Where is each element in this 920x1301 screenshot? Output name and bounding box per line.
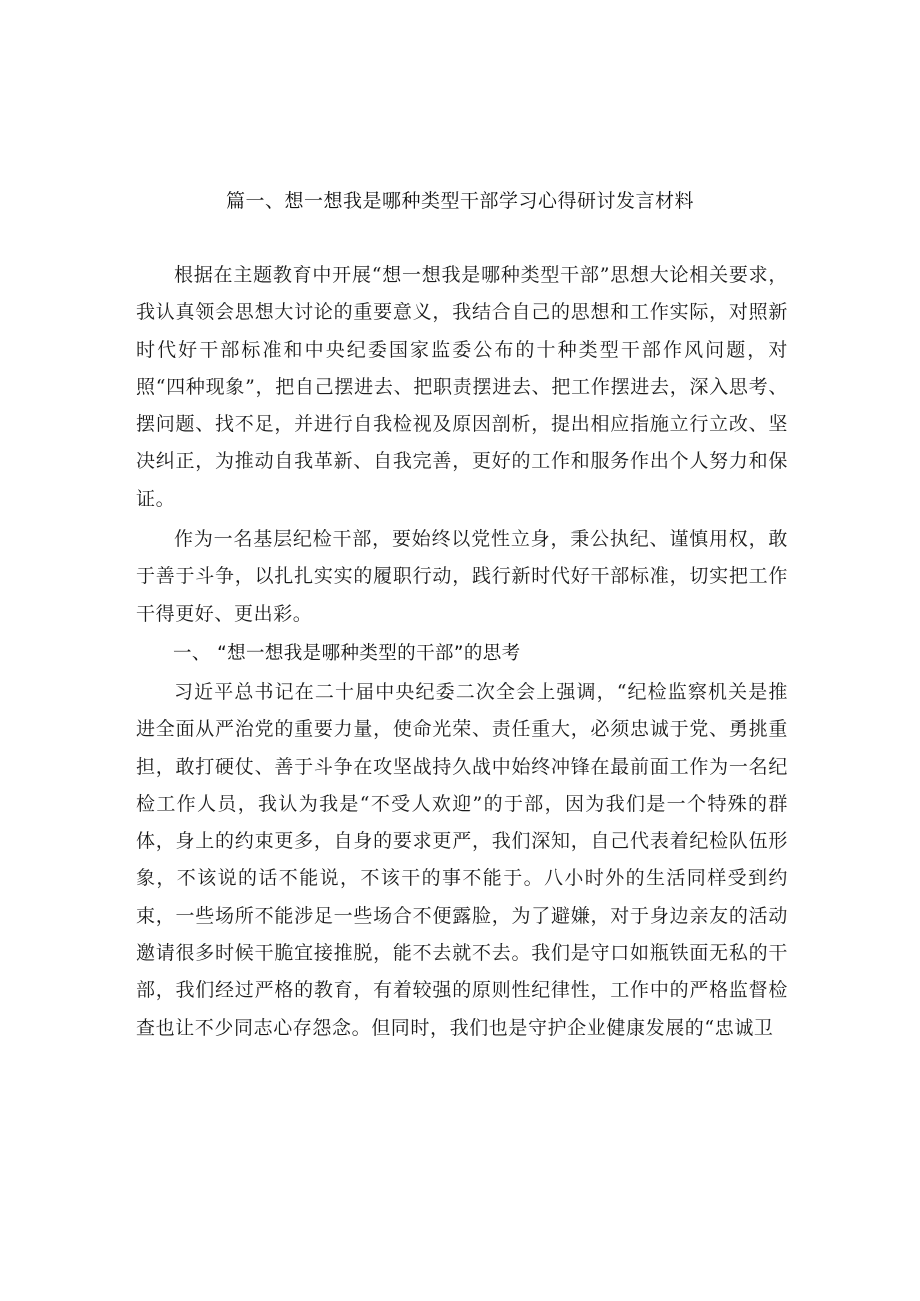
section-paragraph: 习近平总书记在二十届中央纪委二次全会上强调，“纪检监察机关是推进全面从严治党的重要力量，使命光荣、责任重大，必须忠诚于党、勇挑重担，敢打硬仗、善于斗争在攻坚战持久战中始终冲锋在最前面工作为一名纪检工作人员，我认为我是“不受人欢迎”的于部，因为我们是一个特殊的群体，身上的约束更多，自身的要求更严，我们深知，自己代表着纪检队伍形象，不该说的话不能说，不该干的事不能于。八小时外的生活同样受到约束，一些场所不能涉足一些场合不便露脸，为了避嫌，对于身边亲友的活动邀请很多时候干脆宜接推脱，能不去就不去。我们是守口如瓶铁面无私的干部，我们经过严格的教育，有着较强的原则性纪律性，工作中的严格监督检查也让不少同志心存怨念。但同时，我们也是守护企业健康发展的“忠诚卫 xyxy=(136,680,788,1039)
document-title: 篇一、想一想我是哪种类型干部学习心得研讨发言材料 xyxy=(225,190,694,212)
intro-paragraph: 根据在主题教育中开展“想一想我是哪种类型干部”思想大论相关要求，我认真领会思想大讨论的重要意义，我结合自己的思想和工作实际，对照新时代好干部标准和中央纪委国家监委公布的十种类型干部作风问题，对照“四种现象”，把自己摆进去、把职责摆进去、把工作摆进去，深入思考、摆问题、找不足，并进行自我检视及原因剖析，提出相应指施立行立改、坚决纠正，为推动自我革新、自我完善，更好的工作和服务作出个人努力和保证。 xyxy=(136,264,788,510)
duty-paragraph: 作为一名基层纪检干部，要始终以党性立身，秉公执纪、谨慎用权，敢于善于斗争，以扎扎实实的履职行动，践行新时代好干部标准，切实把工作干得更好、更出彩。 xyxy=(136,528,788,625)
section-heading: 一、 “想一想我是哪种类型的干部”的思考 xyxy=(173,642,521,664)
document-body xyxy=(136,257,788,1047)
